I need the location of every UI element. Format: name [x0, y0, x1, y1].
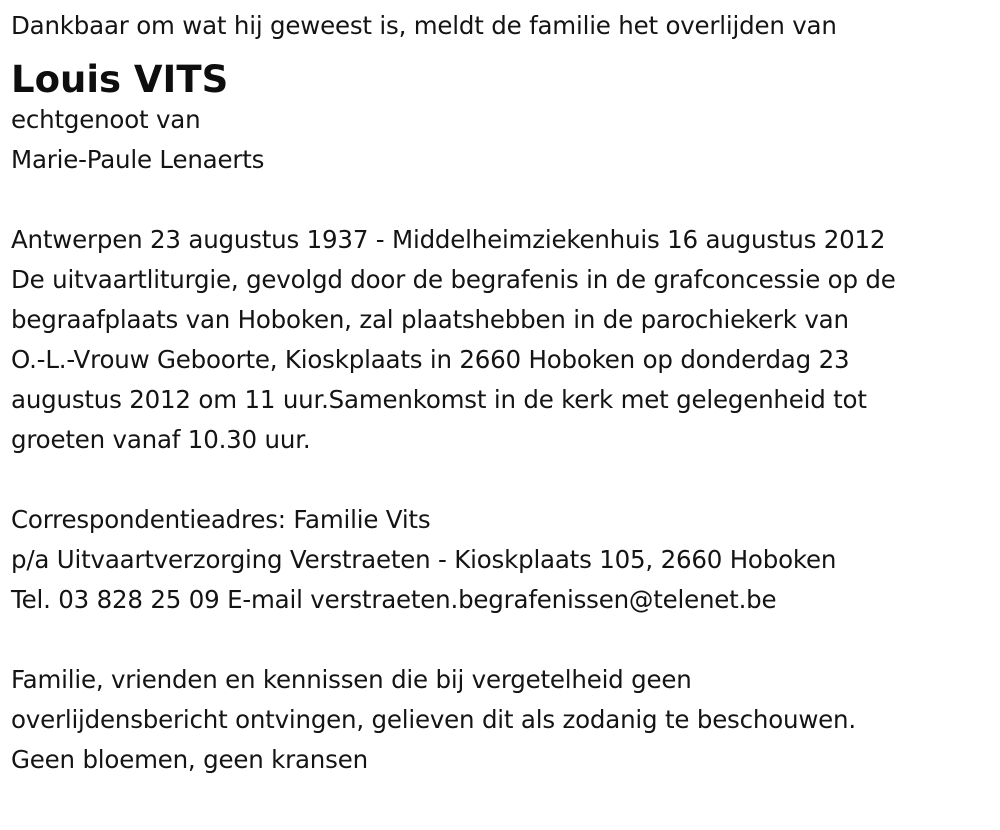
birth-death-dates: Antwerpen 23 augustus 1937 - Middelheimziekenhuis 16 augustus 2012 [11, 225, 886, 254]
spacer [11, 620, 996, 660]
ceremony-line: groeten vanaf 10.30 uur. [11, 425, 311, 454]
ceremony-line: De uitvaartliturgie, gevolgd door de begrafenis in de grafconcessie op de [11, 265, 896, 294]
closing-line: overlijdensbericht ontvingen, gelieven dit als zodanig te beschouwen. [11, 705, 856, 734]
relation-text: echtgenoot van [11, 105, 201, 134]
correspondence-line: Correspondentieadres: Familie Vits [11, 505, 431, 534]
spacer [11, 180, 996, 220]
death-notice [11, 6, 996, 780]
contact-line: Tel. 03 828 25 09 E-mail verstraeten.begrafenissen@telenet.be [11, 585, 777, 614]
ceremony-line: augustus 2012 om 11 uur.Samenkomst in de kerk met gelegenheid tot [11, 385, 867, 414]
closing-line: Familie, vrienden en kennissen die bij vergetelheid geen [11, 665, 692, 694]
closing-line: Geen bloemen, geen kransen [11, 745, 368, 774]
correspondence-line: p/a Uitvaartverzorging Verstraeten - Kioskplaats 105, 2660 Hoboken [11, 545, 837, 574]
intro-text: Dankbaar om wat hij geweest is, meldt de familie het overlijden van [11, 11, 837, 40]
spouse-name: Marie-Paule Lenaerts [11, 145, 265, 174]
deceased-name: Louis VITS [11, 58, 229, 101]
ceremony-line: O.-L.-Vrouw Geboorte, Kioskplaats in 2660 Hoboken op donderdag 23 [11, 345, 850, 374]
ceremony-line: begraafplaats van Hoboken, zal plaatshebben in de parochiekerk van [11, 305, 849, 334]
spacer [11, 460, 996, 500]
